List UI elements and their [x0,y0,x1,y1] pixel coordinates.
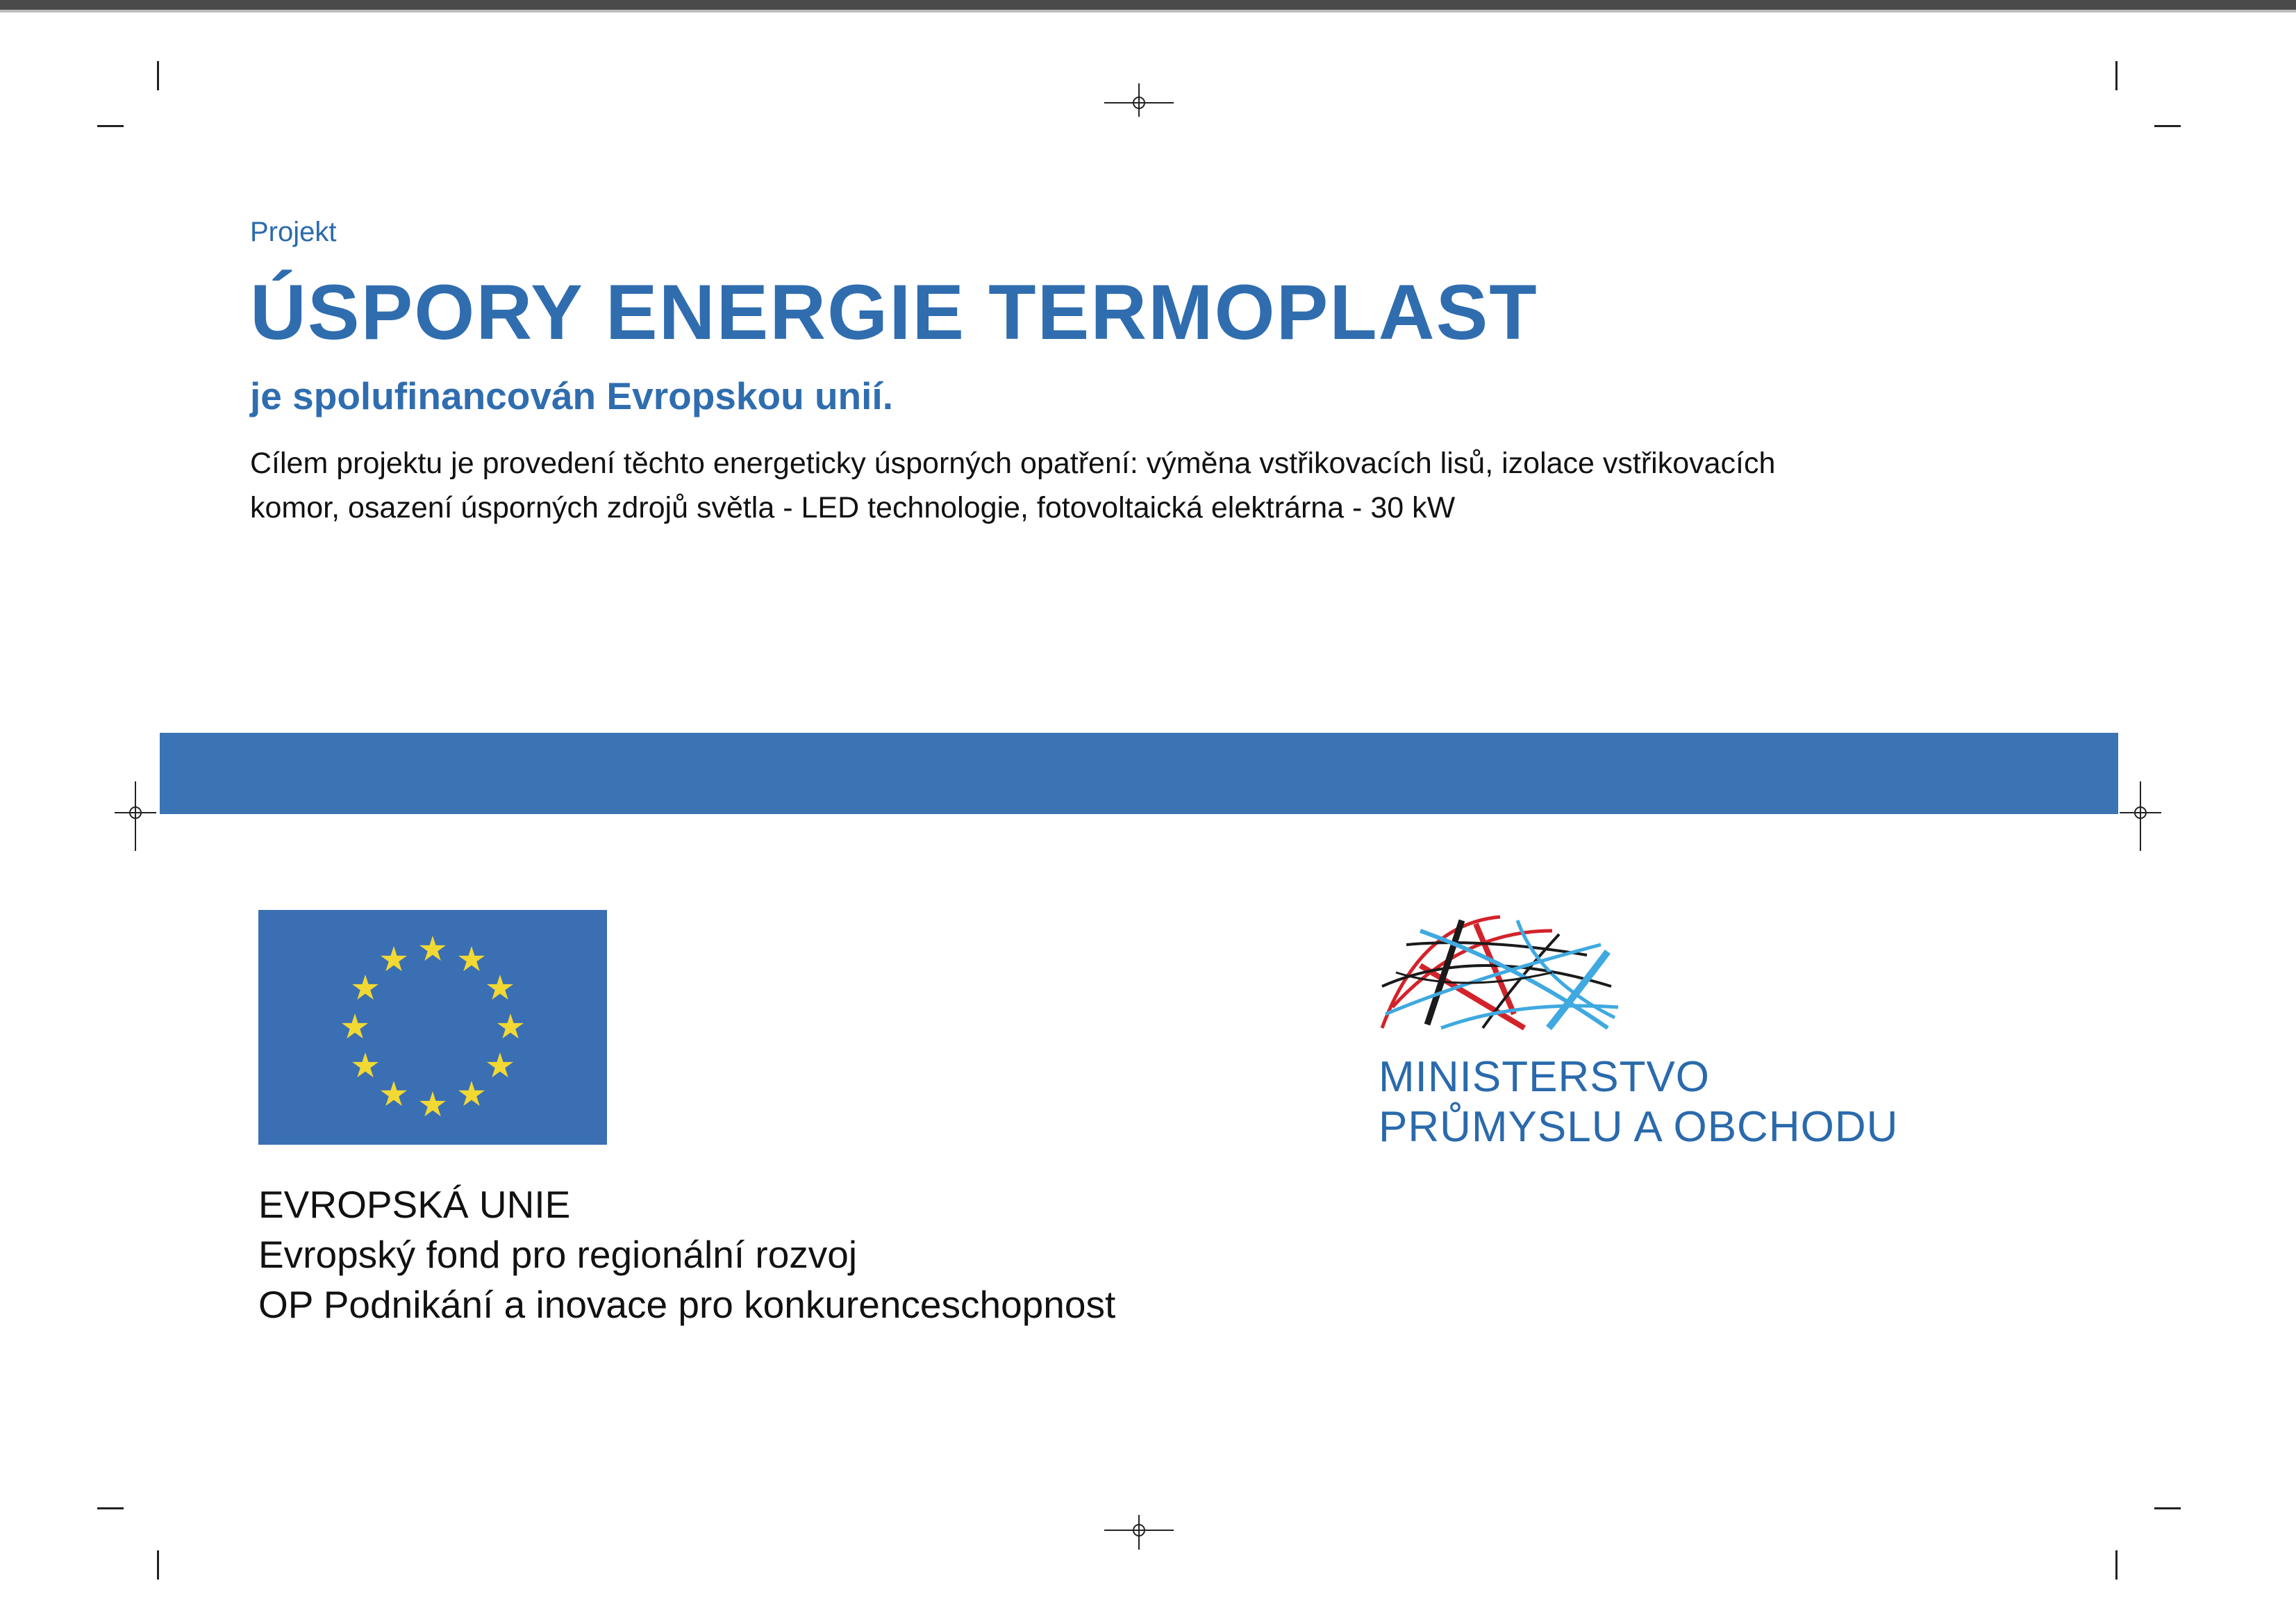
project-description [250,441,1986,530]
description-line-1: Cílem projektu je provedení těchto energeticky úsporných opatření: výměna vstřikovacích lisů, izolace vstřikovacích [250,447,1776,480]
crop-mark-tl-h [97,125,124,127]
eu-fund-name: Evropský fond pro regionální rozvoj [258,1233,858,1276]
crop-mark-tl-v [157,61,159,90]
scan-top-edge-shade [0,10,2296,13]
eu-star-icon [352,975,378,1000]
project-label: Projekt [250,217,337,247]
scan-top-edge [0,0,2296,10]
eu-text-block [258,1179,1115,1329]
crop-mark-tr-v [2115,61,2118,90]
crop-mark-br-h [2154,1507,2181,1509]
eu-star-icon [342,1013,368,1038]
crop-mark-bl-v [157,1550,159,1580]
eu-star-icon [487,975,513,1000]
crop-mark-bl-h [97,1507,124,1509]
eu-star-icon [497,1013,524,1038]
crop-mark-tr-h [2154,125,2181,127]
registration-mark-top-icon [1104,83,1174,125]
registration-mark-bottom-icon [1104,1511,1174,1552]
blue-band [160,733,2118,814]
registration-mark-left-icon [115,781,156,851]
registration-mark-right-icon [2120,781,2161,851]
page-title: ÚSPORY ENERGIE TERMOPLAST [250,269,1538,356]
eu-star-icon [487,1052,513,1077]
eu-star-icon [419,1091,446,1116]
eu-star-icon [381,1081,407,1106]
eu-star-icon [458,1081,485,1106]
eu-star-icon [458,946,485,971]
ministry-name [1379,1052,1898,1152]
eu-name: EVROPSKÁ UNIE [258,1183,571,1226]
eu-star-icon [381,946,407,971]
crop-mark-br-v [2115,1550,2118,1580]
eu-programme-name: OP Podnikání a inovace pro konkurenceschopnost [258,1283,1116,1326]
eu-star-icon [352,1052,378,1077]
ministry-name-line-2: PRŮMYSLU A OBCHODU [1379,1103,1899,1151]
eu-star-icon [419,936,446,961]
ministry-name-line-1: MINISTERSTVO [1379,1053,1711,1101]
cofinancing-subtitle: je spolufinancován Evropskou unií. [250,374,893,417]
mpo-globe-icon [1379,903,1629,1035]
eu-flag-icon [258,910,607,1145]
eu-flag [258,910,607,1145]
description-line-2: komor, osazení úsporných zdrojů světla - LED technologie, fotovoltaická elektrárna - 30 kW [250,491,1456,524]
